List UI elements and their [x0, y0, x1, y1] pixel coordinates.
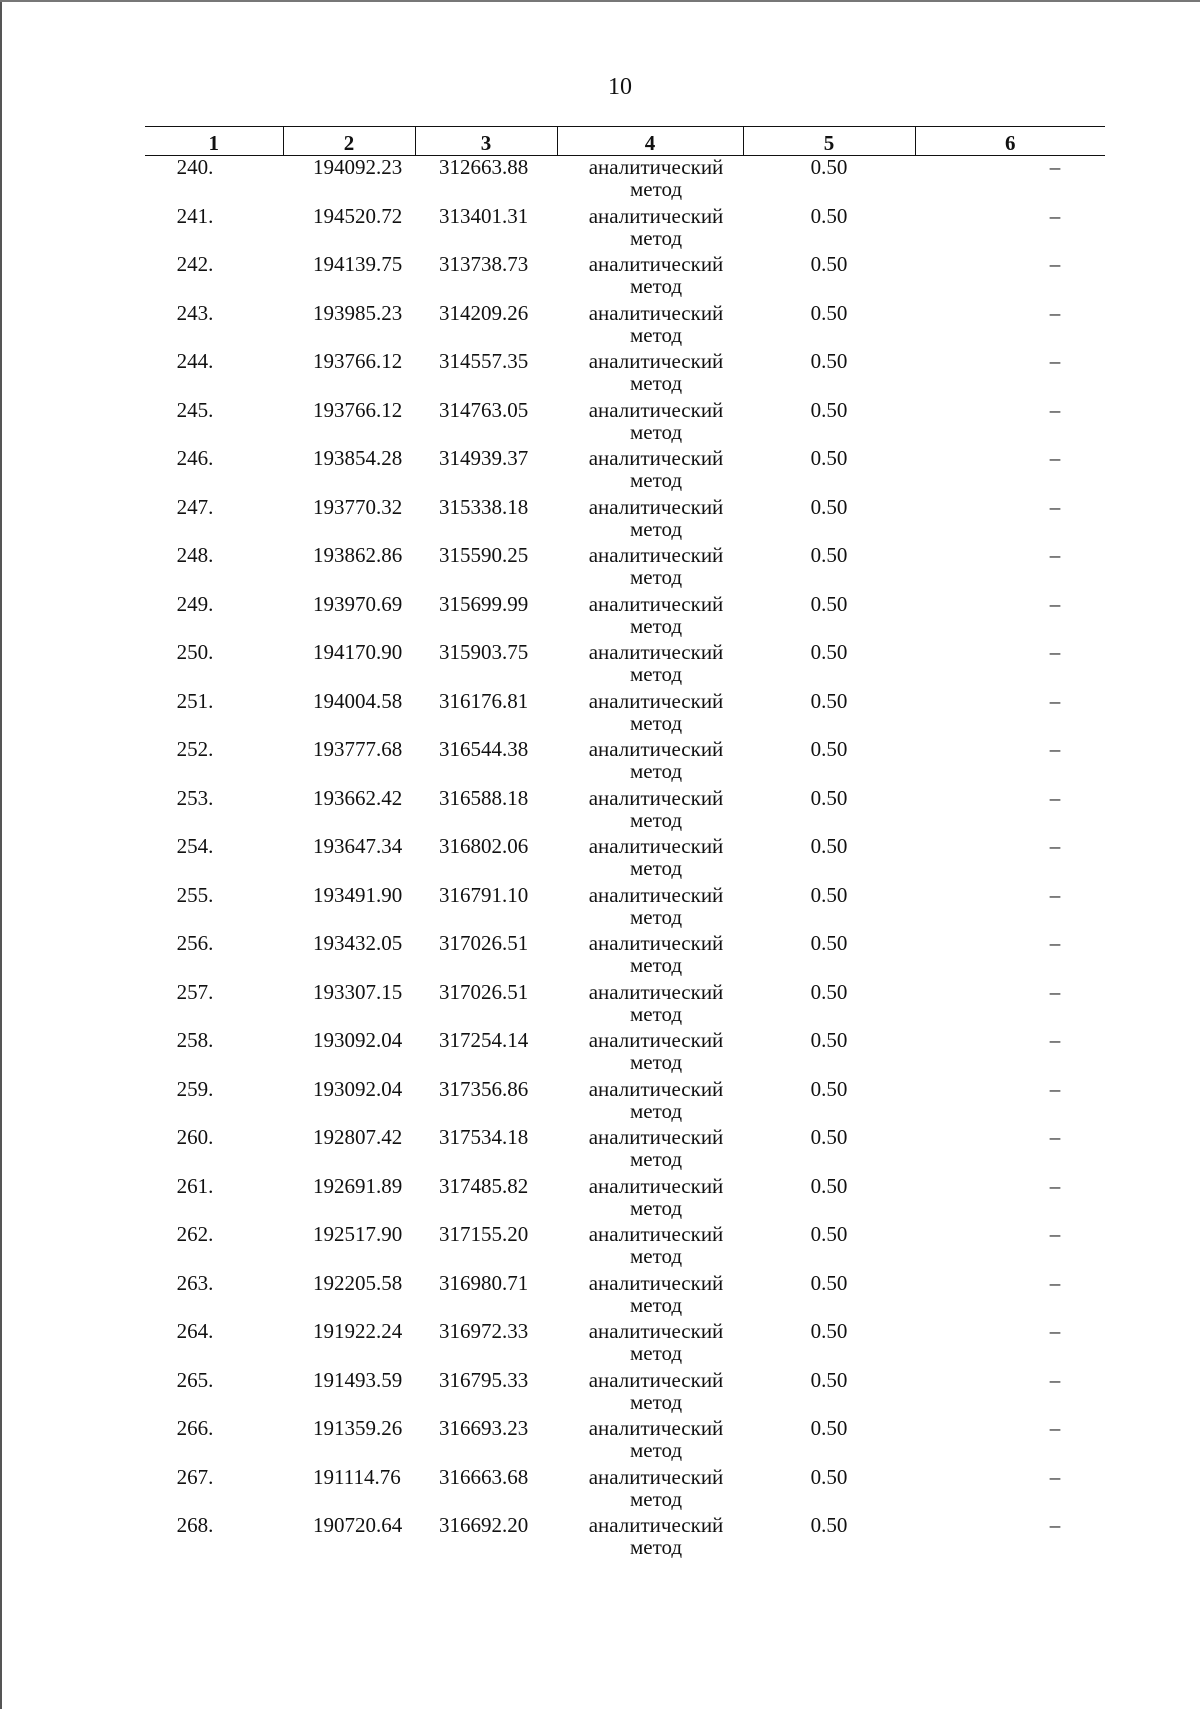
table-row	[145, 496, 1105, 545]
method-line-1: аналитический	[588, 1367, 724, 1392]
note-cell: –	[1049, 1125, 1061, 1149]
x-coordinate-cell: 194139.75	[313, 252, 403, 276]
method-line-2: метод	[629, 1147, 683, 1171]
note-cell: –	[1049, 591, 1061, 616]
x-coordinate-cell: 193777.68	[313, 737, 403, 761]
note-cell: –	[1049, 1270, 1061, 1295]
method-cell	[557, 1029, 743, 1078]
table-row	[145, 1078, 1105, 1127]
y-coordinate-cell: 316176.81	[439, 688, 529, 713]
method-line-2: метод	[629, 1050, 683, 1074]
y-coordinate-cell: 312663.88	[439, 155, 529, 179]
y-coordinate-cell: 317485.82	[439, 1173, 529, 1198]
y-coordinate-cell: 316692.20	[439, 1513, 529, 1537]
table-row	[145, 1126, 1105, 1175]
method-line-2: метод	[629, 468, 683, 492]
note-cell: –	[1049, 834, 1061, 858]
y-coordinate-cell: 314763.05	[439, 397, 529, 422]
table-row	[145, 350, 1105, 399]
table-row	[145, 544, 1105, 593]
method-line-1: аналитический	[588, 543, 724, 567]
method-line-2: метод	[629, 856, 683, 880]
method-line-1: аналитический	[588, 1464, 724, 1489]
column-header-1: 1	[145, 127, 283, 156]
x-coordinate-cell: 192205.58	[313, 1270, 403, 1295]
point-number-cell: 240.	[176, 155, 214, 179]
point-number-cell: 241.	[176, 203, 214, 228]
column-header-2: 2	[283, 127, 415, 156]
method-line-2: метод	[629, 1098, 683, 1123]
note-cell: –	[1049, 1367, 1061, 1392]
point-number-cell: 256.	[176, 931, 214, 955]
method-line-2: метод	[629, 419, 683, 444]
method-line-1: аналитический	[588, 979, 724, 1004]
note-cell: –	[1049, 349, 1061, 373]
y-coordinate-cell: 315699.99	[439, 591, 529, 616]
point-number-cell: 251.	[176, 688, 214, 713]
point-number-cell: 247.	[176, 494, 214, 519]
method-line-1: аналитический	[588, 203, 724, 228]
table-row	[145, 447, 1105, 496]
note-cell: –	[1049, 1076, 1061, 1101]
method-line-2: метод	[629, 1195, 683, 1220]
note-cell: –	[1049, 1416, 1061, 1440]
column-header-3: 3	[415, 127, 557, 156]
method-cell	[557, 932, 743, 981]
note-cell: –	[1049, 300, 1061, 325]
method-line-2: метод	[629, 1438, 683, 1462]
table-row	[145, 932, 1105, 981]
method-cell	[557, 1272, 743, 1321]
method-line-2: метод	[629, 1341, 683, 1365]
method-line-1: аналитический	[588, 1076, 724, 1101]
x-coordinate-cell: 193854.28	[313, 446, 403, 470]
note-cell: –	[1049, 1464, 1061, 1489]
method-line-2: метод	[629, 807, 683, 832]
accuracy-cell: 0.50	[810, 203, 848, 228]
method-line-2: метод	[629, 1389, 683, 1414]
accuracy-cell: 0.50	[810, 1076, 848, 1101]
accuracy-cell: 0.50	[810, 785, 848, 810]
method-line-1: аналитический	[588, 591, 724, 616]
x-coordinate-cell: 192691.89	[313, 1173, 403, 1198]
y-coordinate-cell: 313401.31	[439, 203, 529, 228]
method-line-1: аналитический	[588, 688, 724, 713]
table-row	[145, 205, 1105, 254]
method-line-2: метод	[629, 371, 683, 395]
point-number-cell: 250.	[176, 640, 214, 664]
y-coordinate-cell: 317026.51	[439, 931, 529, 955]
table-row	[145, 156, 1105, 205]
method-line-1: аналитический	[588, 494, 724, 519]
accuracy-cell: 0.50	[810, 640, 848, 664]
point-number-cell: 261.	[176, 1173, 214, 1198]
table-row	[145, 593, 1105, 642]
table-row	[145, 738, 1105, 787]
x-coordinate-cell: 193092.04	[313, 1028, 403, 1052]
method-cell	[557, 1126, 743, 1175]
x-coordinate-cell: 193766.12	[313, 397, 403, 422]
point-number-cell: 255.	[176, 882, 214, 907]
method-cell	[557, 787, 743, 836]
table-row	[145, 1466, 1105, 1515]
table-row	[145, 1223, 1105, 1272]
note-cell: –	[1049, 397, 1061, 422]
method-cell	[557, 1320, 743, 1369]
table-row	[145, 835, 1105, 884]
x-coordinate-cell: 191359.26	[313, 1416, 403, 1440]
y-coordinate-cell: 314557.35	[439, 349, 529, 373]
accuracy-cell: 0.50	[810, 979, 848, 1004]
y-coordinate-cell: 316795.33	[439, 1367, 529, 1392]
accuracy-cell: 0.50	[810, 591, 848, 616]
note-cell: –	[1049, 1222, 1061, 1246]
accuracy-cell: 0.50	[810, 543, 848, 567]
y-coordinate-cell: 316972.33	[439, 1319, 529, 1343]
x-coordinate-cell: 191922.24	[313, 1319, 403, 1343]
method-line-2: метод	[629, 710, 683, 735]
accuracy-cell: 0.50	[810, 252, 848, 276]
note-cell: –	[1049, 640, 1061, 664]
point-number-cell: 259.	[176, 1076, 214, 1101]
method-cell	[557, 884, 743, 933]
y-coordinate-cell: 316980.71	[439, 1270, 529, 1295]
point-number-cell: 242.	[176, 252, 214, 276]
method-line-1: аналитический	[588, 931, 724, 955]
y-coordinate-cell: 316588.18	[439, 785, 529, 810]
accuracy-cell: 0.50	[810, 1270, 848, 1295]
x-coordinate-cell: 193662.42	[313, 785, 403, 810]
accuracy-cell: 0.50	[810, 155, 848, 179]
y-coordinate-cell: 316663.68	[439, 1464, 529, 1489]
note-cell: –	[1049, 1173, 1061, 1198]
table-row	[145, 1320, 1105, 1369]
accuracy-cell: 0.50	[810, 1319, 848, 1343]
point-number-cell: 246.	[176, 446, 214, 470]
point-number-cell: 263.	[176, 1270, 214, 1295]
x-coordinate-cell: 193766.12	[313, 349, 403, 373]
note-cell: –	[1049, 494, 1061, 519]
accuracy-cell: 0.50	[810, 349, 848, 373]
method-line-1: аналитический	[588, 252, 724, 276]
point-number-cell: 260.	[176, 1125, 214, 1149]
point-number-cell: 258.	[176, 1028, 214, 1052]
x-coordinate-cell: 193862.86	[313, 543, 403, 567]
accuracy-cell: 0.50	[810, 397, 848, 422]
method-line-1: аналитический	[588, 300, 724, 325]
x-coordinate-cell: 194170.90	[313, 640, 403, 664]
method-cell	[557, 835, 743, 884]
method-cell	[557, 690, 743, 739]
method-cell	[557, 1078, 743, 1127]
method-line-1: аналитический	[588, 349, 724, 373]
accuracy-cell: 0.50	[810, 300, 848, 325]
method-line-1: аналитический	[588, 446, 724, 470]
method-line-2: метод	[629, 1244, 683, 1268]
point-number-cell: 249.	[176, 591, 214, 616]
method-line-2: метод	[629, 322, 683, 347]
x-coordinate-cell: 193647.34	[313, 834, 403, 858]
table-row	[145, 1369, 1105, 1418]
table-body	[145, 156, 1105, 1563]
y-coordinate-cell: 315903.75	[439, 640, 529, 664]
method-line-2: метод	[629, 904, 683, 929]
method-line-1: аналитический	[588, 640, 724, 664]
method-cell	[557, 593, 743, 642]
page-scan-edge-left	[0, 0, 2, 1709]
point-number-cell: 252.	[176, 737, 214, 761]
y-coordinate-cell: 317155.20	[439, 1222, 529, 1246]
table-row	[145, 641, 1105, 690]
coordinates-table	[145, 126, 1105, 1563]
method-cell	[557, 544, 743, 593]
x-coordinate-cell: 191114.76	[313, 1464, 401, 1489]
method-line-1: аналитический	[588, 1416, 724, 1440]
x-coordinate-cell: 193092.04	[313, 1076, 403, 1101]
x-coordinate-cell: 193432.05	[313, 931, 403, 955]
method-line-1: аналитический	[588, 1513, 724, 1537]
point-number-cell: 244.	[176, 349, 214, 373]
y-coordinate-cell: 317356.86	[439, 1076, 529, 1101]
table-header	[145, 127, 1105, 156]
note-cell: –	[1049, 1028, 1061, 1052]
method-line-1: аналитический	[588, 397, 724, 422]
y-coordinate-cell: 313738.73	[439, 252, 529, 276]
method-cell	[557, 496, 743, 545]
note-cell: –	[1049, 155, 1061, 179]
y-coordinate-cell: 316544.38	[439, 737, 529, 761]
y-coordinate-cell: 314209.26	[439, 300, 529, 325]
x-coordinate-cell: 190720.64	[313, 1513, 403, 1537]
method-line-2: метод	[629, 1486, 683, 1511]
method-cell	[557, 1466, 743, 1515]
method-line-2: метод	[629, 613, 683, 638]
note-cell: –	[1049, 1513, 1061, 1537]
method-line-2: метод	[629, 662, 683, 686]
x-coordinate-cell: 194004.58	[313, 688, 403, 713]
method-cell	[557, 302, 743, 351]
accuracy-cell: 0.50	[810, 1125, 848, 1149]
method-line-2: метод	[629, 516, 683, 541]
accuracy-cell: 0.50	[810, 882, 848, 907]
x-coordinate-cell: 193770.32	[313, 494, 403, 519]
method-line-1: аналитический	[588, 834, 724, 858]
method-line-1: аналитический	[588, 1222, 724, 1246]
x-coordinate-cell: 193985.23	[313, 300, 403, 325]
y-coordinate-cell: 315338.18	[439, 494, 529, 519]
note-cell: –	[1049, 252, 1061, 276]
note-cell: –	[1049, 203, 1061, 228]
method-cell	[557, 399, 743, 448]
accuracy-cell: 0.50	[810, 1464, 848, 1489]
column-header-4: 4	[557, 127, 743, 156]
y-coordinate-cell: 315590.25	[439, 543, 529, 567]
accuracy-cell: 0.50	[810, 931, 848, 955]
table-row	[145, 1175, 1105, 1224]
method-line-1: аналитический	[588, 737, 724, 761]
y-coordinate-cell: 316802.06	[439, 834, 529, 858]
page-scan-edge-top	[0, 0, 1200, 2]
point-number-cell: 266.	[176, 1416, 214, 1440]
accuracy-cell: 0.50	[810, 1028, 848, 1052]
method-line-2: метод	[629, 565, 683, 589]
method-line-2: метод	[629, 1001, 683, 1026]
accuracy-cell: 0.50	[810, 688, 848, 713]
x-coordinate-cell: 192807.42	[313, 1125, 403, 1149]
x-coordinate-cell: 192517.90	[313, 1222, 403, 1246]
point-number-cell: 245.	[176, 397, 214, 422]
point-number-cell: 253.	[176, 785, 214, 810]
accuracy-cell: 0.50	[810, 1416, 848, 1440]
point-number-cell: 257.	[176, 979, 214, 1004]
page-number: 10	[608, 74, 632, 100]
table-header-row	[145, 127, 1105, 156]
method-line-2: метод	[629, 759, 683, 783]
accuracy-cell: 0.50	[810, 446, 848, 470]
method-line-1: аналитический	[588, 882, 724, 907]
table-row	[145, 1417, 1105, 1466]
point-number-cell: 262.	[176, 1222, 214, 1246]
point-number-cell: 265.	[176, 1367, 214, 1392]
point-number-cell: 243.	[176, 300, 214, 325]
note-cell: –	[1049, 737, 1061, 761]
point-number-cell: 254.	[176, 834, 214, 858]
point-number-cell: 267.	[176, 1464, 214, 1489]
method-cell	[557, 1175, 743, 1224]
accuracy-cell: 0.50	[810, 1513, 848, 1537]
note-cell: –	[1049, 785, 1061, 810]
note-cell: –	[1049, 543, 1061, 567]
method-line-1: аналитический	[588, 1319, 724, 1343]
note-cell: –	[1049, 688, 1061, 713]
y-coordinate-cell: 317534.18	[439, 1125, 529, 1149]
y-coordinate-cell: 314939.37	[439, 446, 529, 470]
accuracy-cell: 0.50	[810, 1367, 848, 1392]
y-coordinate-cell: 317254.14	[439, 1028, 529, 1052]
accuracy-cell: 0.50	[810, 834, 848, 858]
method-cell	[557, 253, 743, 302]
method-line-1: аналитический	[588, 1028, 724, 1052]
method-line-1: аналитический	[588, 1173, 724, 1198]
method-cell	[557, 1417, 743, 1466]
method-cell	[557, 447, 743, 496]
method-line-2: метод	[629, 274, 683, 298]
point-number-cell: 268.	[176, 1513, 214, 1537]
table-row	[145, 787, 1105, 836]
y-coordinate-cell: 316693.23	[439, 1416, 529, 1440]
accuracy-cell: 0.50	[810, 737, 848, 761]
method-line-2: метод	[629, 1535, 683, 1559]
note-cell: –	[1049, 931, 1061, 955]
x-coordinate-cell: 193307.15	[313, 979, 403, 1004]
table-row	[145, 1029, 1105, 1078]
method-line-1: аналитический	[588, 785, 724, 810]
accuracy-cell: 0.50	[810, 494, 848, 519]
y-coordinate-cell: 317026.51	[439, 979, 529, 1004]
table-row	[145, 690, 1105, 739]
method-line-2: метод	[629, 177, 683, 201]
method-line-2: метод	[629, 953, 683, 977]
table-row	[145, 1514, 1105, 1563]
method-cell	[557, 205, 743, 254]
table-row	[145, 253, 1105, 302]
note-cell: –	[1049, 979, 1061, 1004]
method-line-1: аналитический	[588, 155, 724, 179]
method-line-2: метод	[629, 225, 683, 250]
note-cell: –	[1049, 1319, 1061, 1343]
column-header-5: 5	[743, 127, 915, 156]
column-header-6: 6	[915, 127, 1105, 156]
table-row	[145, 399, 1105, 448]
table-row	[145, 1272, 1105, 1321]
point-number-cell: 248.	[176, 543, 214, 567]
y-coordinate-cell: 316791.10	[439, 882, 529, 907]
accuracy-cell: 0.50	[810, 1222, 848, 1246]
method-cell	[557, 1369, 743, 1418]
method-line-1: аналитический	[588, 1125, 724, 1149]
method-cell	[557, 641, 743, 690]
method-cell	[557, 981, 743, 1030]
accuracy-cell: 0.50	[810, 1173, 848, 1198]
table-row	[145, 884, 1105, 933]
method-cell	[557, 1514, 743, 1563]
table-row	[145, 302, 1105, 351]
point-number-cell: 264.	[176, 1319, 214, 1343]
note-cell: –	[1049, 446, 1061, 470]
method-cell	[557, 156, 743, 205]
method-cell	[557, 350, 743, 399]
x-coordinate-cell: 194092.23	[313, 155, 403, 179]
method-cell	[557, 1223, 743, 1272]
note-cell: –	[1049, 882, 1061, 907]
x-coordinate-cell: 193970.69	[313, 591, 403, 616]
x-coordinate-cell: 193491.90	[313, 882, 403, 907]
method-cell	[557, 738, 743, 787]
method-line-1: аналитический	[588, 1270, 724, 1295]
table-row	[145, 981, 1105, 1030]
x-coordinate-cell: 194520.72	[313, 203, 403, 228]
method-line-2: метод	[629, 1292, 683, 1317]
x-coordinate-cell: 191493.59	[313, 1367, 403, 1392]
